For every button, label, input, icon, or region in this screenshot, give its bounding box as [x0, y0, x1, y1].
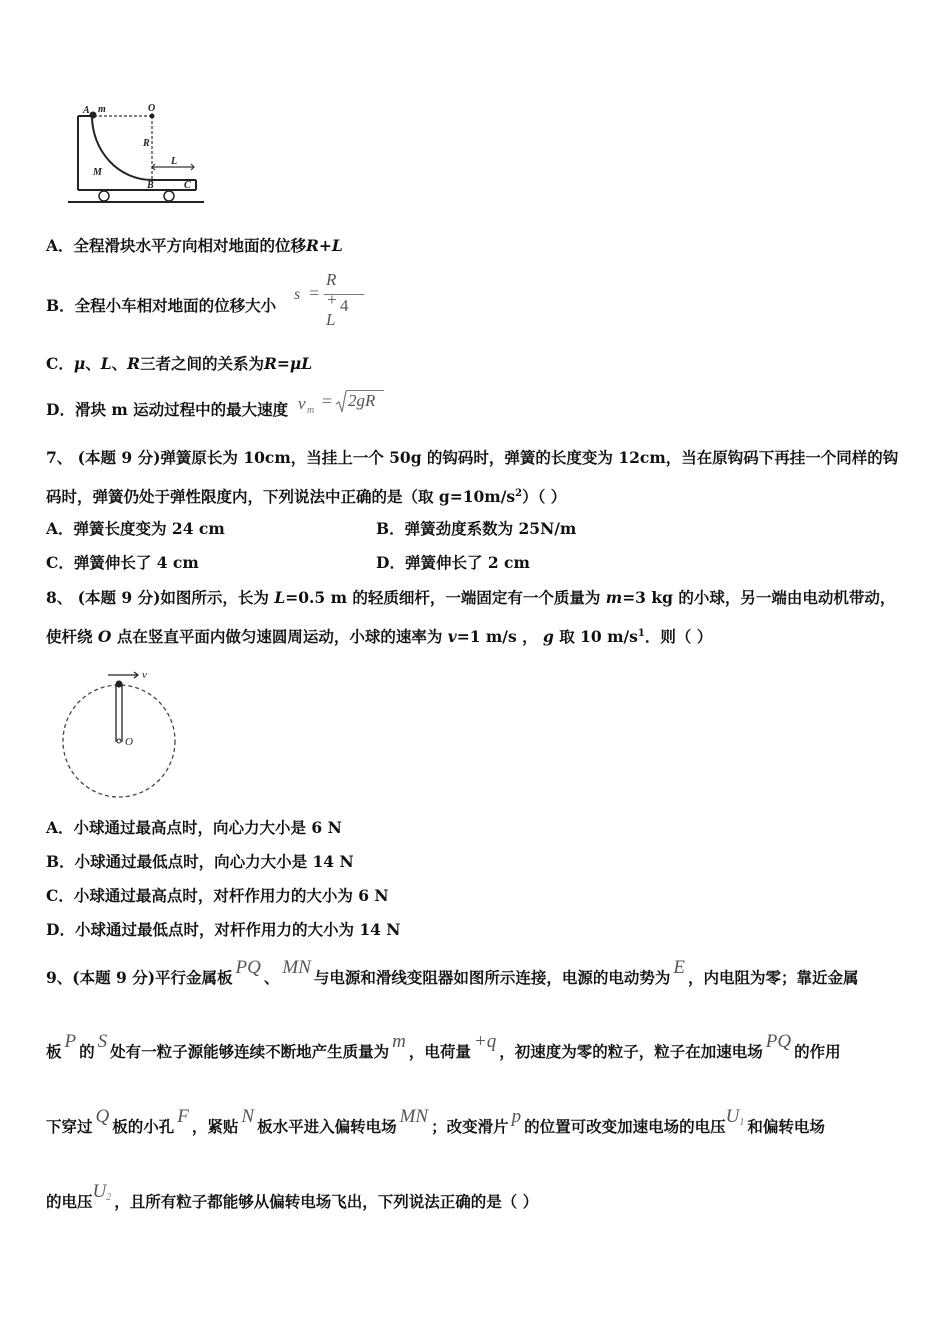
label-big-m: M — [93, 167, 102, 178]
q9-stem-line3: 下穿过 Q 板的小孔 F ，紧贴 N 板水平进入偏转电场 MN ；改变滑片 p 的位置可改变加速电场的电压$U^1$ 和偏转电场 — [46, 1106, 825, 1136]
slider-block — [90, 112, 97, 119]
q9-stem-line2: 板 P 的 S 处有一粒子源能够连续不断地产生质量为 m ，电荷量 +q ，初速度为零的粒子，粒子在加速电场 PQ 的作用 — [46, 1031, 841, 1061]
q7-option-d: D．弹簧伸长了 2 cm — [376, 553, 530, 572]
right-wheel — [164, 191, 174, 201]
ball — [116, 681, 123, 688]
label-l: L — [171, 156, 178, 167]
center-point-o — [150, 114, 155, 119]
circular-motion-figure — [56, 664, 186, 802]
label-o: O — [148, 103, 156, 114]
q6-option-d: D．滑块 m 运动过程中的最大速度 — [46, 400, 289, 419]
q6-a-math: R+L — [306, 236, 343, 255]
q8-option-b: B．小球通过最低点时，向心力大小是 14 N — [46, 852, 354, 871]
label-m: m — [98, 104, 106, 115]
q6-option-a: A．全程滑块水平方向相对地面的位移R+L — [46, 236, 343, 255]
q7-option-a: A．弹簧长度变为 24 cm — [46, 519, 225, 538]
q7-option-c: C．弹簧伸长了 4 cm — [46, 553, 199, 572]
q8-option-a: A．小球通过最高点时，向心力大小是 6 N — [46, 818, 342, 837]
label-b: B — [147, 180, 154, 191]
label-a: A — [83, 105, 90, 116]
q7-stem-line1: 7、 (本题 9 分)弹簧原长为 10cm，当挂上一个 50g 的钩码时，弹簧的长度变为 12cm，当在原钩码下再挂一个同样的钩 — [46, 448, 899, 467]
q8-option-c: C．小球通过最高点时，对杆作用力的大小为 6 N — [46, 886, 389, 905]
label-r: R — [143, 138, 150, 149]
q6-option-c: C．μ、L、R三者之间的关系为R=μL — [46, 354, 313, 373]
q7-option-b: B．弹簧劲度系数为 25N/m — [376, 519, 577, 538]
q8-option-d: D．小球通过最低点时，对杆作用力的大小为 14 N — [46, 920, 401, 939]
q8-stem-line2: 使杆绕 O 点在竖直平面内做匀速圆周运动，小球的速率为 v=1 m/s ， g 取 10 $m/s^1$．则（ ） — [46, 627, 713, 647]
cart-track-figure — [64, 100, 209, 210]
q9-stem-line4: 的电压$U^2$ ，且所有粒子都能够从偏转电场飞出，下列说法正确的是（ ） — [46, 1181, 539, 1211]
q8-stem-line1: 8、 (本题 9 分)如图所示，长为 L=0.5 m 的轻质细杆，一端固定有一个质量为 m=3 kg 的小球，另一端由电动机带动， — [46, 588, 896, 607]
q6-option-b: B．全程小车相对地面的位移大小 — [46, 296, 277, 315]
label-v: v — [142, 669, 147, 681]
q9-stem-line1: 9、(本题 9 分)平行金属板 PQ 、 MN 与电源和滑线变阻器如图所示连接，电源的电动势为 E ，内电阻为零；靠近金属 — [46, 957, 859, 987]
label-c: C — [184, 180, 191, 191]
left-wheel — [99, 191, 109, 201]
rod — [116, 685, 122, 741]
sqrt-icon — [335, 390, 347, 414]
label-o: O — [125, 736, 133, 748]
pivot-o — [117, 739, 121, 743]
q7-stem-line2: 码时，弹簧仍处于弹性限度内，下列说法中正确的是（取 $g=10m/s^2$）（ ） — [46, 487, 567, 507]
